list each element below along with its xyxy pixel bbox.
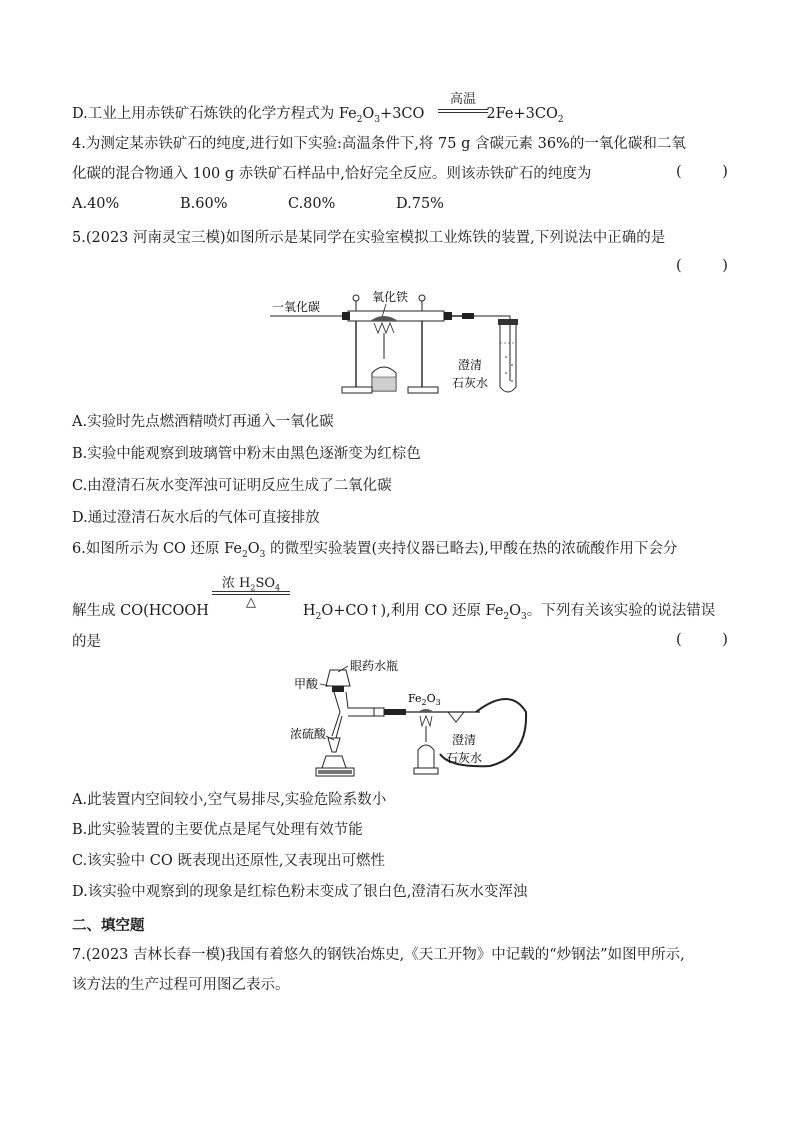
limewater-label-6a: 澄清 — [452, 733, 477, 747]
q7-line2: 该方法的生产过程可用图乙表示。 — [72, 977, 290, 993]
q6-condition-bar — [212, 591, 290, 592]
q5-option-a: A.实验时先点燃酒精喷灯再通入一氧化碳 — [72, 414, 334, 430]
test-tube — [500, 321, 516, 392]
q3-option-d: D.工业上用赤铁矿石炼铁的化学方程式为 $Fe_2O_3+3CO$ $2Fe+3CO_2$ — [72, 106, 564, 125]
q6-condition-heat: △ — [246, 595, 256, 610]
q4-option-d: D.75% — [396, 196, 444, 212]
fe2o3-label-6: $Fe_2O_3$ — [408, 692, 441, 707]
stopper-right — [444, 312, 452, 320]
q4-answer-paren: ( ) — [676, 164, 746, 180]
q6-option-a: A.此装置内空间较小,空气易排尽,实验危险系数小 — [72, 792, 387, 808]
eyedrop-label: 眼药水瓶 — [350, 659, 399, 673]
limewater-label-1: 澄清 — [458, 358, 483, 372]
lamp-6 — [418, 745, 434, 768]
formic-label: 甲酸 — [294, 677, 319, 691]
limewater-label-2: 石灰水 — [452, 376, 489, 390]
q5-option-b: B.实验中能观察到玻璃管中粉末由黑色逐渐变为红棕色 — [72, 446, 421, 462]
q3-condition: 高温 — [449, 92, 476, 107]
stopper-left — [342, 312, 350, 320]
eyedrop-bottle — [326, 670, 350, 686]
q4-option-b: B.60% — [180, 196, 228, 212]
co-label: 一氧化碳 — [272, 300, 321, 314]
q6-option-d: D.该实验中观察到的现象是红棕色粉末变成了银白色,澄清石灰水变浑浊 — [72, 884, 528, 900]
powder — [370, 316, 398, 321]
section-title-fill-in: 二、填空题 — [72, 917, 145, 934]
q6-line2: 解生成 CO(HCOOH $H_2O+CO↑$),利用 CO 还原 $Fe_2O_3$。下列有关该实验的说法错误 — [72, 603, 716, 622]
q6-apparatus-figure — [290, 656, 530, 782]
q6-option-c: C.该实验中 CO 既表现出还原性,又表现出可燃性 — [72, 853, 385, 869]
q5-option-c: C.由澄清石灰水变浑浊可证明反应生成了二氧化碳 — [72, 478, 392, 494]
q4-line1: 4.为测定某赤铁矿石的纯度,进行如下实验:高温条件下,将 75 g 含碳元素 36%的一氧化碳和二氧 — [72, 136, 686, 152]
q6-line1: 6.如图所示为 CO 还原 $Fe_2O_3$ 的微型实验装置(夹持仪器已略去),甲酸在热的浓硫酸作用下会分 — [72, 541, 678, 560]
flame — [374, 323, 394, 333]
q4-line2: 化碳的混合物通入 100 g 赤铁矿石样品中,恰好完全反应。则该赤铁矿石的纯度为 — [72, 166, 592, 182]
q6-answer-paren: ( ) — [676, 632, 746, 648]
q5-answer-paren: ( ) — [676, 258, 746, 274]
q4-option-a: A.40% — [72, 196, 120, 212]
q5-option-d: D.通过澄清石灰水后的气体可直接排放 — [72, 510, 320, 526]
fe2o3-label: 氧化铁 — [372, 290, 409, 304]
sulfuric-label: 浓硫酸 — [290, 727, 327, 741]
q7-line1: 7.(2023 吉林长春一模)我国有着悠久的钢铁冶炼史,《天工开物》中记载的“炒钢法”如图甲所示, — [72, 947, 685, 963]
q6-condition-top: 浓 $H_2SO_4$ — [221, 576, 281, 593]
q5-apparatus-figure — [262, 287, 530, 399]
limewater-label-6b: 石灰水 — [446, 751, 483, 765]
q6-line3: 的是 — [72, 634, 101, 650]
q4-option-c: C.80% — [288, 196, 336, 212]
q5-stem: 5.(2023 河南灵宝三模)如图所示是某同学在实验室模拟工业炼铁的装置,下列说法中正确的是 — [72, 230, 666, 246]
y-tube — [332, 692, 376, 738]
reaction-tube — [348, 311, 444, 321]
q6-option-b: B.此实验装置的主要优点是尾气处理有效节能 — [72, 822, 363, 838]
